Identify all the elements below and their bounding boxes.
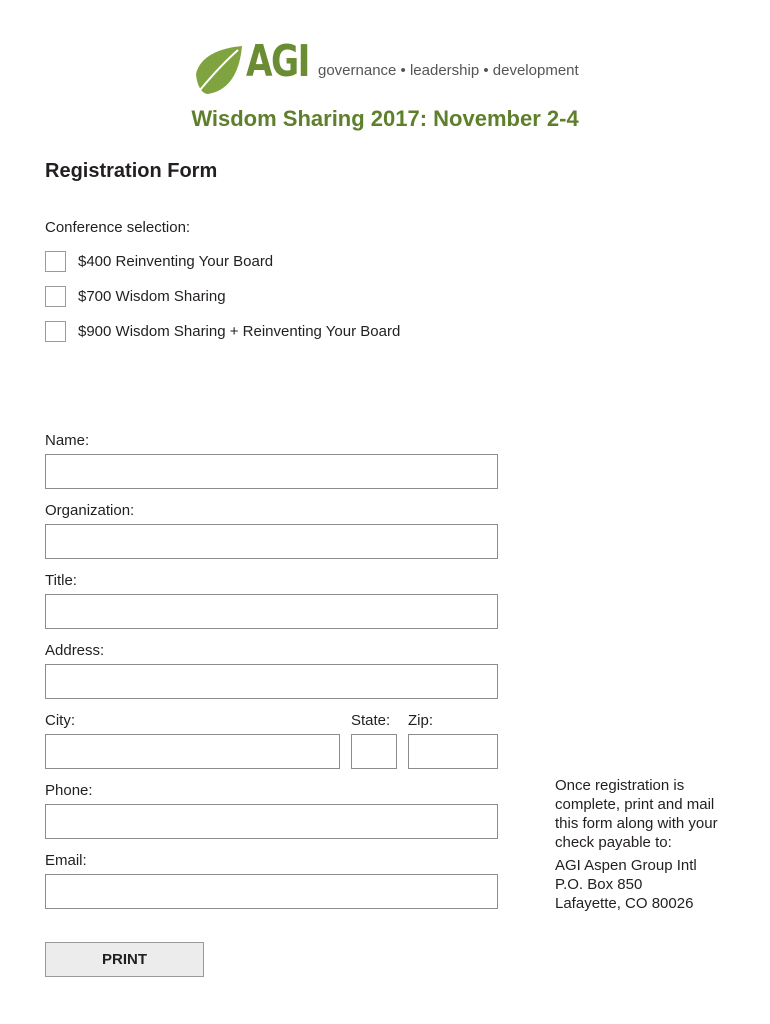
email-field[interactable] [45,874,498,909]
page-title: Registration Form [45,160,218,182]
option-reinventing-board[interactable] [45,249,273,273]
conference-selection-label: Conference selection: [45,219,191,236]
name-field[interactable] [45,454,498,489]
print-button[interactable]: PRINT [45,942,204,977]
phone-label: Phone: [45,782,93,799]
mail-instructions [555,776,755,852]
address-field[interactable] [45,664,498,699]
mail-instructions-line: check payable to: [555,834,672,851]
city-label: City: [45,712,75,729]
zip-field[interactable] [408,734,498,769]
mailing-address-line: AGI Aspen Group Intl [555,857,697,874]
checkbox[interactable] [45,251,66,272]
leaf-logo-icon [194,44,244,96]
checkbox[interactable] [45,286,66,307]
mailing-address-line: P.O. Box 850 [555,876,643,893]
tagline: governance • leadership • development [318,62,579,79]
zip-label: Zip: [408,712,434,729]
state-field[interactable] [351,734,397,769]
logo-wordmark: AGI [246,36,309,87]
mailing-address-line: Lafayette, CO 80026 [555,895,694,912]
organization-field[interactable] [45,524,498,559]
option-label: $900 Wisdom Sharing + Reinventing Your Board [78,322,401,340]
email-label: Email: [45,852,87,869]
mailing-address [555,856,755,913]
title-label: Title: [45,572,77,589]
mail-instructions-line: complete, print and mail [555,796,715,813]
city-field[interactable] [45,734,340,769]
checkbox[interactable] [45,321,66,342]
state-label: State: [351,712,391,729]
name-label: Name: [45,432,90,449]
option-label: $400 Reinventing Your Board [78,252,274,270]
option-wisdom-sharing-plus-board[interactable] [45,319,400,343]
address-label: Address: [45,642,105,659]
mail-instructions-line: Once registration is [555,777,685,794]
option-wisdom-sharing[interactable] [45,284,226,308]
event-title: Wisdom Sharing 2017: November 2-4 [191,106,579,131]
title-field[interactable] [45,594,498,629]
option-label: $700 Wisdom Sharing [78,287,226,305]
phone-field[interactable] [45,804,498,839]
organization-label: Organization: [45,502,135,519]
mail-instructions-line: this form along with your [555,815,718,832]
